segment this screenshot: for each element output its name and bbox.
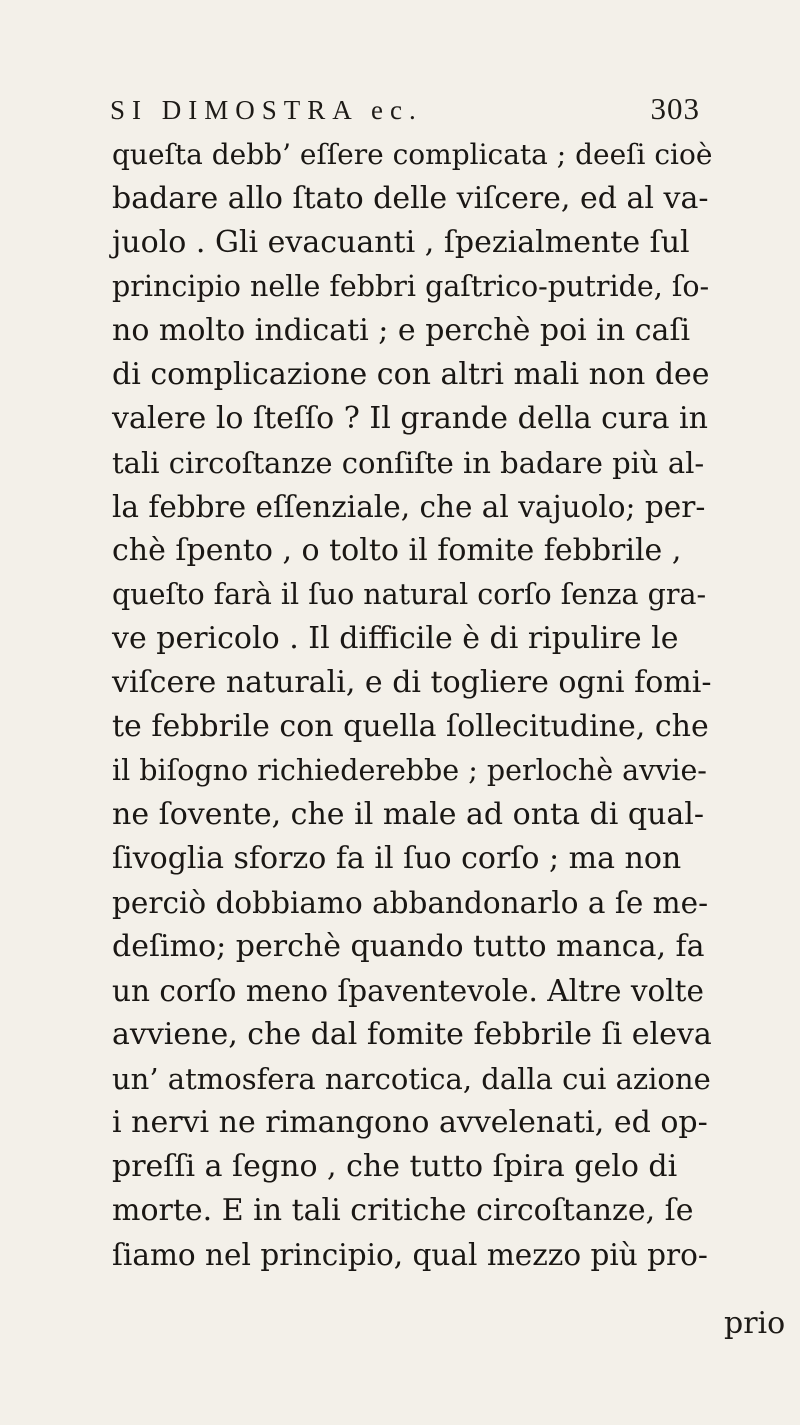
text-line: un corſo meno ſpaventevole. Altre volte [112, 974, 704, 1008]
text-line: i nervi ne rimangono avvelenati, ed op- [112, 1105, 708, 1140]
text-line: juolo . Gli evacuanti , ſpezialmente ſul [112, 225, 690, 260]
text-line: ne ſovente, che il male ad onta di qual- [112, 797, 705, 832]
text-line: queſta debb’ eſſere complicata ; deeſi cioè [112, 138, 713, 171]
text-line: la febbre eſſenziale, che al vajuolo; per- [112, 490, 706, 524]
catchword: prio [724, 1306, 786, 1341]
text-line: preſſi a ſegno , che tutto ſpira gelo di [112, 1149, 678, 1184]
page-number: 303 [650, 91, 700, 126]
text-line: avviene, che dal fomite febbrile ſi eleva [112, 1017, 712, 1052]
text-line: il biſogno richiederebbe ; perlochè avvie- [112, 754, 707, 787]
text-line: ſiamo nel principio, qual mezzo più pro- [112, 1238, 708, 1272]
text-line: perciò dobbiamo abbandonarlo a ſe me- [112, 886, 709, 920]
text-line: chè ſpento , o tolto il fomite febbrile , [112, 533, 682, 568]
text-line: principio nelle febbri gaſtrico-putride, ſo- [112, 270, 710, 303]
page-header [110, 91, 700, 135]
text-line: valere lo ſteſſo ? Il grande della cura in [112, 401, 708, 436]
text-line: di complicazione con altri mali non dee [112, 357, 710, 392]
text-line: un’ atmosfera narcotica, dalla cui azione [112, 1062, 711, 1096]
text-line: ve pericolo . Il difficile è di ripulire le [112, 621, 679, 656]
text-line: queſto farà il ſuo natural corſo ſenza gra- [112, 578, 707, 611]
text-line: viſcere naturali, e di togliere ogni fomi- [112, 665, 712, 700]
text-line: morte. E in tali critiche circoſtanze, ſe [112, 1193, 694, 1228]
text-line: deſimo; perchè quando tutto manca, fa [112, 929, 705, 964]
running-head: SI DIMOSTRA ec. [110, 95, 423, 125]
text-line: badare allo ſtato delle viſcere, ed al va- [112, 181, 709, 216]
text-line: no molto indicati ; e perchè poi in caſi [112, 313, 691, 348]
text-line: tali circoſtanze conſiſte in badare più al- [112, 446, 705, 480]
text-line: ſivoglia sforzo fa il ſuo corſo ; ma non [112, 841, 682, 876]
text-line: te febbrile con quella ſollecitudine, che [112, 709, 709, 744]
